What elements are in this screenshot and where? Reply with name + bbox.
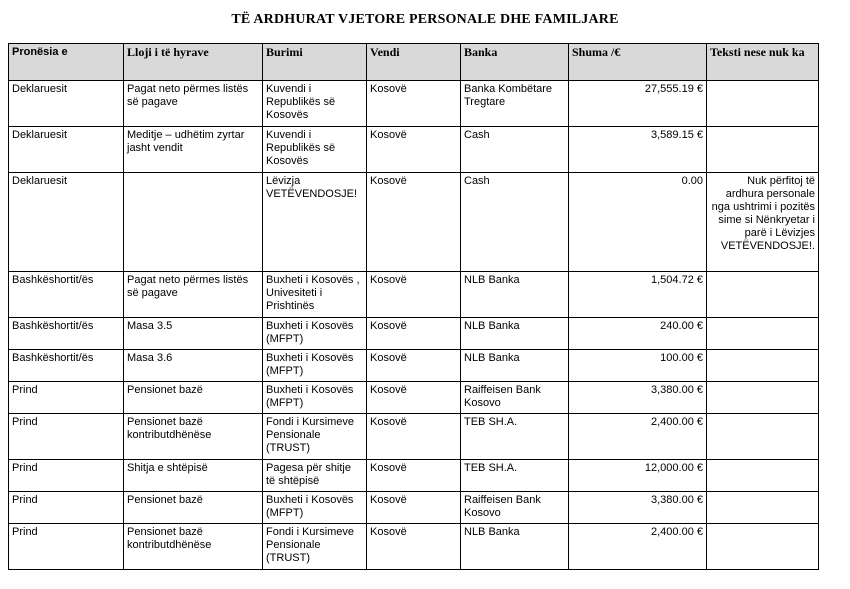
cell-amount: 12,000.00 €: [569, 460, 707, 492]
cell-type: Pagat neto përmes listës së pagave: [124, 272, 263, 318]
cell-country: Kosovë: [367, 492, 461, 524]
cell-country: Kosovë: [367, 318, 461, 350]
cell-note: [707, 524, 819, 570]
cell-bank: Cash: [461, 173, 569, 272]
cell-note: [707, 460, 819, 492]
table-row: [9, 272, 819, 318]
cell-owner: Deklaruesit: [9, 127, 124, 173]
cell-type: Pensionet bazë kontributdhënëse: [124, 524, 263, 570]
cell-owner: Bashkëshortit/ës: [9, 272, 124, 318]
cell-country: Kosovë: [367, 81, 461, 127]
header-source: Burimi: [263, 44, 367, 81]
table-row: [9, 492, 819, 524]
cell-owner: Deklaruesit: [9, 173, 124, 272]
cell-bank: TEB SH.A.: [461, 460, 569, 492]
table-header-row: [9, 44, 819, 81]
cell-owner: Prind: [9, 524, 124, 570]
cell-owner: Bashkëshortit/ës: [9, 318, 124, 350]
cell-type: Pensionet bazë kontributdhënëse: [124, 414, 263, 460]
cell-note: [707, 272, 819, 318]
cell-amount: 100.00 €: [569, 350, 707, 382]
cell-bank: NLB Banka: [461, 350, 569, 382]
cell-type: Pagat neto përmes listës së pagave: [124, 81, 263, 127]
cell-note: [707, 318, 819, 350]
cell-source: Pagesa për shitje të shtëpisë: [263, 460, 367, 492]
header-note: Teksti nese nuk ka: [707, 44, 819, 81]
cell-type: Pensionet bazë: [124, 382, 263, 414]
table-row: [9, 127, 819, 173]
cell-source: Buxheti i Kosovës (MFPT): [263, 382, 367, 414]
cell-country: Kosovë: [367, 127, 461, 173]
cell-amount: 3,380.00 €: [569, 382, 707, 414]
cell-owner: Bashkëshortit/ës: [9, 350, 124, 382]
cell-bank: TEB SH.A.: [461, 414, 569, 460]
cell-type: Pensionet bazë: [124, 492, 263, 524]
cell-source: Lëvizja VETËVENDOSJE!: [263, 173, 367, 272]
table-row: [9, 524, 819, 570]
cell-country: Kosovë: [367, 350, 461, 382]
cell-source: Fondi i Kursimeve Pensionale (TRUST): [263, 414, 367, 460]
cell-source: Kuvendi i Republikës së Kosovës: [263, 81, 367, 127]
cell-owner: Deklaruesit: [9, 81, 124, 127]
cell-bank: Cash: [461, 127, 569, 173]
cell-country: Kosovë: [367, 173, 461, 272]
table-row: [9, 382, 819, 414]
table-row: [9, 414, 819, 460]
cell-amount: 3,589.15 €: [569, 127, 707, 173]
income-table: [8, 43, 819, 570]
table-row: [9, 350, 819, 382]
cell-amount: 2,400.00 €: [569, 414, 707, 460]
table-row: [9, 81, 819, 127]
cell-note: [707, 492, 819, 524]
cell-bank: NLB Banka: [461, 272, 569, 318]
cell-owner: Prind: [9, 414, 124, 460]
cell-amount: 2,400.00 €: [569, 524, 707, 570]
table-row: [9, 173, 819, 272]
cell-bank: NLB Banka: [461, 318, 569, 350]
cell-note: [707, 382, 819, 414]
cell-type: [124, 173, 263, 272]
cell-amount: 27,555.19 €: [569, 81, 707, 127]
cell-type: Masa 3.6: [124, 350, 263, 382]
cell-country: Kosovë: [367, 382, 461, 414]
cell-owner: Prind: [9, 460, 124, 492]
cell-country: Kosovë: [367, 414, 461, 460]
cell-source: Fondi i Kursimeve Pensionale (TRUST): [263, 524, 367, 570]
page-title: TË ARDHURAT VJETORE PERSONALE DHE FAMILJARE: [231, 12, 619, 27]
cell-bank: Raiffeisen Bank Kosovo: [461, 492, 569, 524]
cell-owner: Prind: [9, 492, 124, 524]
header-amount: Shuma /€: [569, 44, 707, 81]
cell-source: Buxheti i Kosovës , Univesiteti i Prishtinës: [263, 272, 367, 318]
cell-source: Buxheti i Kosovës (MFPT): [263, 492, 367, 524]
cell-note: [707, 350, 819, 382]
header-bank: Banka: [461, 44, 569, 81]
cell-source: Buxheti i Kosovës (MFPT): [263, 350, 367, 382]
cell-country: Kosovë: [367, 272, 461, 318]
cell-source: Buxheti i Kosovës (MFPT): [263, 318, 367, 350]
header-type: Lloji i të hyrave: [124, 44, 263, 81]
cell-amount: 3,380.00 €: [569, 492, 707, 524]
cell-type: Masa 3.5: [124, 318, 263, 350]
cell-note: Nuk përfitoj të ardhura personale nga ushtrimi i pozitës sime si Nënkryetar i parë i Lëvizjes VETËVENDOSJE!.: [707, 173, 819, 272]
cell-note: [707, 81, 819, 127]
cell-bank: Raiffeisen Bank Kosovo: [461, 382, 569, 414]
cell-country: Kosovë: [367, 460, 461, 492]
cell-amount: 240.00 €: [569, 318, 707, 350]
cell-country: Kosovë: [367, 524, 461, 570]
cell-note: [707, 127, 819, 173]
cell-type: Meditje – udhëtim zyrtar jasht vendit: [124, 127, 263, 173]
table-row: [9, 460, 819, 492]
cell-note: [707, 414, 819, 460]
cell-type: Shitja e shtëpisë: [124, 460, 263, 492]
cell-source: Kuvendi i Republikës së Kosovës: [263, 127, 367, 173]
cell-amount: 0.00: [569, 173, 707, 272]
header-country: Vendi: [367, 44, 461, 81]
header-owner: Pronësia e: [9, 44, 124, 81]
cell-owner: Prind: [9, 382, 124, 414]
cell-bank: NLB Banka: [461, 524, 569, 570]
table-row: [9, 318, 819, 350]
cell-amount: 1,504.72 €: [569, 272, 707, 318]
cell-bank: Banka Kombëtare Tregtare: [461, 81, 569, 127]
